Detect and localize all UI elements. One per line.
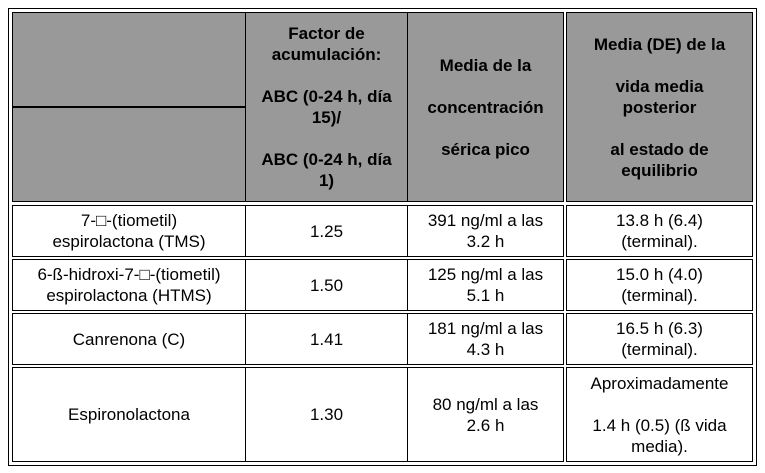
row4-halflife — [566, 367, 753, 462]
header-half-line2: vida media — [615, 76, 704, 96]
row3-peak — [407, 313, 564, 365]
row3-compound-line1: Canrenona (C) — [72, 329, 186, 349]
header-peak-line3: sérica pico — [441, 139, 530, 159]
header-peak-line1: Media de la — [439, 55, 532, 75]
header-peak-concentration — [407, 12, 564, 202]
row2-compound — [12, 259, 246, 311]
header-acc-line4: 15)/ — [311, 108, 342, 127]
header-col1-bottom — [12, 107, 246, 202]
row2-factor-value: 1.50 — [309, 275, 344, 295]
row4-peak — [407, 367, 564, 462]
row4-half-line2: 1.4 h (0.5) (ß vida — [592, 415, 727, 435]
header-col1-top — [12, 12, 246, 107]
row2-compound-line2: espirolactona (HTMS) — [46, 286, 212, 305]
row2-factor — [245, 259, 408, 311]
row1-half-line2: (terminal). — [621, 232, 698, 251]
header-acc-line6: 1) — [318, 171, 335, 190]
row1-peak-line1: 391 ng/ml a las — [427, 211, 544, 230]
row3-halflife — [566, 313, 753, 365]
row1-compound — [12, 205, 246, 257]
row3-factor-value: 1.41 — [309, 329, 344, 349]
row4-factor-value: 1.30 — [309, 405, 344, 424]
header-half-line3: posterior — [622, 97, 697, 117]
row3-compound — [12, 313, 246, 365]
row1-half-line1: 13.8 h (6.4) — [616, 211, 703, 230]
row1-compound-line2: espirolactona (TMS) — [52, 232, 206, 251]
row1-factor — [245, 205, 408, 257]
header-half-line1: Media (DE) de la — [593, 34, 726, 54]
row3-peak-line1: 181 ng/ml a las — [427, 319, 544, 338]
header-half-line5: equilibrio — [621, 160, 698, 180]
row3-half-line2: (terminal). — [621, 340, 698, 359]
row4-peak-line2: 2.6 h — [466, 415, 505, 435]
row4-half-line3: media). — [631, 436, 688, 456]
row2-peak-line1: 125 ng/ml a las — [427, 265, 544, 284]
row4-half-line1: Aproximadamente — [590, 373, 729, 393]
row1-factor-value: 1.25 — [309, 221, 344, 241]
header-half-line4: al estado de — [610, 139, 709, 159]
header-peak-line2: concentración — [427, 97, 544, 117]
header-acc-line5: ABC (0-24 h, día — [261, 150, 392, 169]
header-accumulation-factor — [245, 12, 408, 202]
row2-peak — [407, 259, 564, 311]
row1-peak — [407, 205, 564, 257]
row4-peak-line1: 80 ng/ml a las — [432, 394, 539, 414]
row1-halflife — [566, 205, 753, 257]
row1-peak-line2: 3.2 h — [466, 232, 505, 251]
pharmacokinetics-table — [8, 8, 757, 466]
row2-halflife — [566, 259, 753, 311]
row2-peak-line2: 5.1 h — [466, 286, 505, 305]
header-half-life — [566, 12, 753, 202]
row2-half-line1: 15.0 h (4.0) — [616, 265, 703, 284]
row3-peak-line2: 4.3 h — [466, 340, 505, 359]
row3-factor — [245, 313, 408, 365]
row4-compound-line1: Espironolactona — [68, 405, 190, 424]
row4-factor — [245, 367, 408, 462]
row4-compound — [12, 367, 246, 462]
header-acc-line2: acumulación: — [271, 45, 382, 64]
row3-half-line1: 16.5 h (6.3) — [616, 319, 703, 338]
row2-compound-line1: 6-ß-hidroxi-7-□-(tiometil) — [37, 265, 221, 284]
header-acc-line1: Factor de — [288, 24, 365, 43]
row1-compound-line1: 7-□-(tiometil) — [80, 211, 178, 230]
header-acc-line3: ABC (0-24 h, día — [261, 87, 392, 106]
row2-half-line2: (terminal). — [621, 286, 698, 305]
